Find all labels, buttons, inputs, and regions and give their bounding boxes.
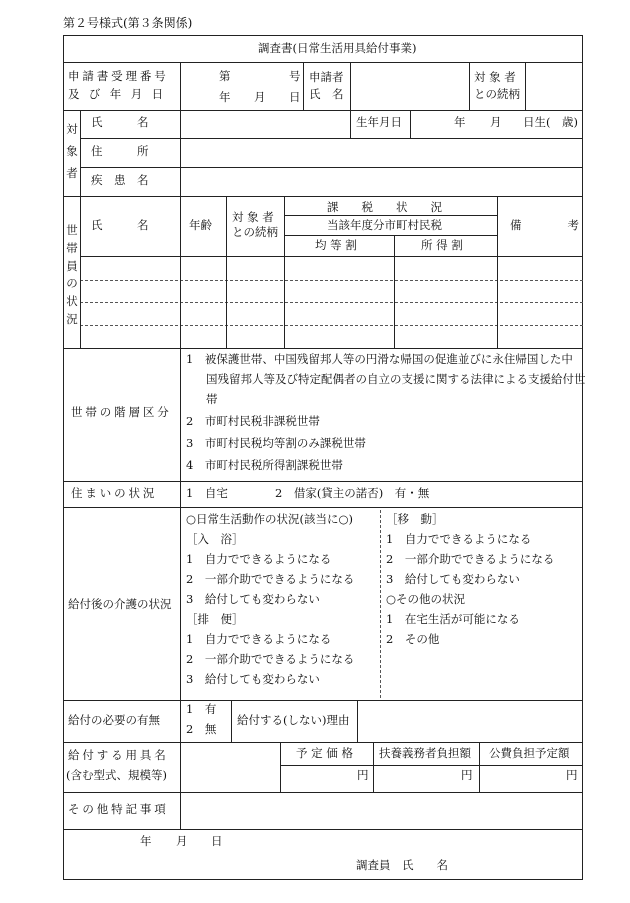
rule <box>80 110 81 348</box>
dotted-rule <box>80 302 583 303</box>
reason-label: 給付する(しない)理由 <box>237 713 350 727</box>
applicant-name-label: 氏 名 <box>309 87 344 101</box>
form-number: 第２号様式(第３条関係) <box>63 16 193 30</box>
footer-month: 月 <box>176 834 188 848</box>
rule <box>63 700 583 701</box>
rule <box>497 196 498 348</box>
other-label: その他特記事項 <box>68 802 169 816</box>
rule <box>373 742 374 792</box>
income-tax-header: 所 得 割 <box>421 238 463 252</box>
public-yen: 円 <box>566 768 578 782</box>
rule <box>410 110 411 138</box>
daily-heading: ○日常生活動作の状況(該当に○) <box>186 512 354 526</box>
tax-sub-header: 当該年度分市町村民税 <box>327 218 442 232</box>
rule <box>80 167 583 168</box>
rule <box>394 235 395 348</box>
rule <box>284 235 497 236</box>
tier-item-2: 2 市町村民税非課税世帯 <box>186 414 320 428</box>
housing-label: 住まいの状況 <box>71 486 158 500</box>
rule <box>63 348 583 349</box>
housing-option-own: 1 自宅 <box>186 486 228 500</box>
rule <box>63 481 583 482</box>
relation-header: 対 象 者 <box>232 210 274 224</box>
applicant-label: 申請者 <box>309 70 344 84</box>
rule <box>63 196 583 197</box>
other-heading: ○その他の状況 <box>386 592 466 606</box>
household-group-label: 世 帯 員 の 状 況 <box>66 223 78 327</box>
number-prefix: 第 <box>219 69 231 83</box>
rule <box>63 742 583 743</box>
rule <box>303 62 304 110</box>
birth-month: 月 <box>490 115 502 129</box>
rule <box>63 62 583 63</box>
rule <box>63 792 583 793</box>
excretion-heading: ［排 便］ <box>186 612 244 626</box>
tier-item-1: 1 被保護世帯、中国残留邦人等の円滑な帰国の促進並びに永住帰国した中 <box>186 352 573 366</box>
tier-label: 世帯の階層区分 <box>71 405 172 419</box>
rule <box>284 196 285 348</box>
rule <box>350 110 351 138</box>
date-day: 日 <box>289 90 301 104</box>
rule <box>231 700 232 742</box>
date-month: 月 <box>254 90 266 104</box>
bath-option-2: 2 一部介助でできるようになる <box>186 572 355 586</box>
rule <box>350 62 351 110</box>
rule <box>226 196 227 348</box>
excretion-option-2: 2 一部介助でできるようになる <box>186 652 355 666</box>
equipment-label-2: (含む型式、規模等) <box>66 768 167 782</box>
application-date-label: 及 び 年 月 日 <box>68 87 166 101</box>
excretion-option-3: 3 給付しても変わらない <box>186 672 320 686</box>
birth-day-age: 日生( 歳) <box>523 115 578 129</box>
household-name-header: 氏 名 <box>91 218 149 232</box>
investigator-label: 調査員 氏 名 <box>356 858 448 872</box>
number-suffix: 号 <box>289 69 301 83</box>
application-number-label: 申請書受理番号 <box>68 69 169 83</box>
equipment-label: 給付する用具名 <box>68 748 169 762</box>
rule <box>357 700 358 742</box>
bath-option-1: 1 自力でできるようになる <box>186 552 332 566</box>
footer-day: 日 <box>211 834 223 848</box>
care-label: 給付後の介護の状況 <box>68 597 172 611</box>
rule <box>63 507 583 508</box>
rule <box>180 62 181 110</box>
public-header: 公費負担予定額 <box>489 746 570 760</box>
tax-header: 課 税 状 況 <box>327 200 442 214</box>
move-heading: ［移 動］ <box>386 512 444 526</box>
necessity-no: 2 無 <box>186 722 217 736</box>
rule <box>80 256 583 257</box>
relation-label: 対 象 者 <box>474 70 516 84</box>
necessity-label: 給付の必要の有無 <box>68 713 160 727</box>
other-option-1: 1 在宅生活が可能になる <box>386 612 520 626</box>
remarks-header: 備 考 <box>510 218 579 232</box>
tier-item-1-line-2: 国残留邦人等及び特定配偶者の自立の支援に関する法律による支援給付世 <box>206 372 586 386</box>
dotted-rule <box>80 325 583 326</box>
other-option-2: 2 その他 <box>386 632 440 646</box>
excretion-option-1: 1 自力でできるようになる <box>186 632 332 646</box>
tier-item-3: 3 市町村民税均等割のみ課税世帯 <box>186 436 366 450</box>
rule <box>284 215 497 216</box>
date-year: 年 <box>219 90 231 104</box>
birth-year: 年 <box>454 115 466 129</box>
rule <box>280 765 583 766</box>
footer-year: 年 <box>140 834 152 848</box>
relation-header-2: との続柄 <box>232 225 278 239</box>
rule <box>479 742 480 792</box>
disease-label: 疾 患 名 <box>91 173 149 187</box>
support-header: 扶養義務者負担額 <box>379 746 471 760</box>
price-yen: 円 <box>357 768 369 782</box>
price-header: 予 定 価 格 <box>296 746 353 760</box>
move-option-1: 1 自力でできるようになる <box>386 532 532 546</box>
rule <box>280 742 281 792</box>
tier-item-1-line-3: 帯 <box>206 392 218 406</box>
support-yen: 円 <box>461 768 473 782</box>
necessity-yes: 1 有 <box>186 702 217 716</box>
subject-name-label: 氏 名 <box>91 115 149 129</box>
bath-heading: ［入 浴］ <box>186 532 244 546</box>
move-option-3: 3 給付しても変わらない <box>386 572 520 586</box>
rule <box>180 110 181 348</box>
rule <box>80 138 583 139</box>
subject-group-label: 対 象 者 <box>66 122 78 180</box>
form-title: 調査書(日常生活用具給付事業) <box>258 41 417 55</box>
rule <box>469 62 470 110</box>
dotted-rule <box>380 510 381 698</box>
equal-tax-header: 均 等 割 <box>315 238 357 252</box>
bath-option-3: 3 給付しても変わらない <box>186 592 320 606</box>
rule <box>525 62 526 110</box>
address-label: 住 所 <box>91 144 149 158</box>
dotted-rule <box>80 280 583 281</box>
relation-label-2: との続柄 <box>474 87 520 101</box>
move-option-2: 2 一部介助でできるようになる <box>386 552 555 566</box>
age-header: 年齢 <box>189 218 212 232</box>
housing-option-rent: 2 借家(貸主の諾否) 有・無 <box>275 486 430 500</box>
rule <box>63 110 583 111</box>
tier-item-4: 4 市町村民税所得割課税世帯 <box>186 458 343 472</box>
rule <box>180 348 181 829</box>
birth-label: 生年月日 <box>356 115 402 129</box>
rule <box>63 829 583 830</box>
